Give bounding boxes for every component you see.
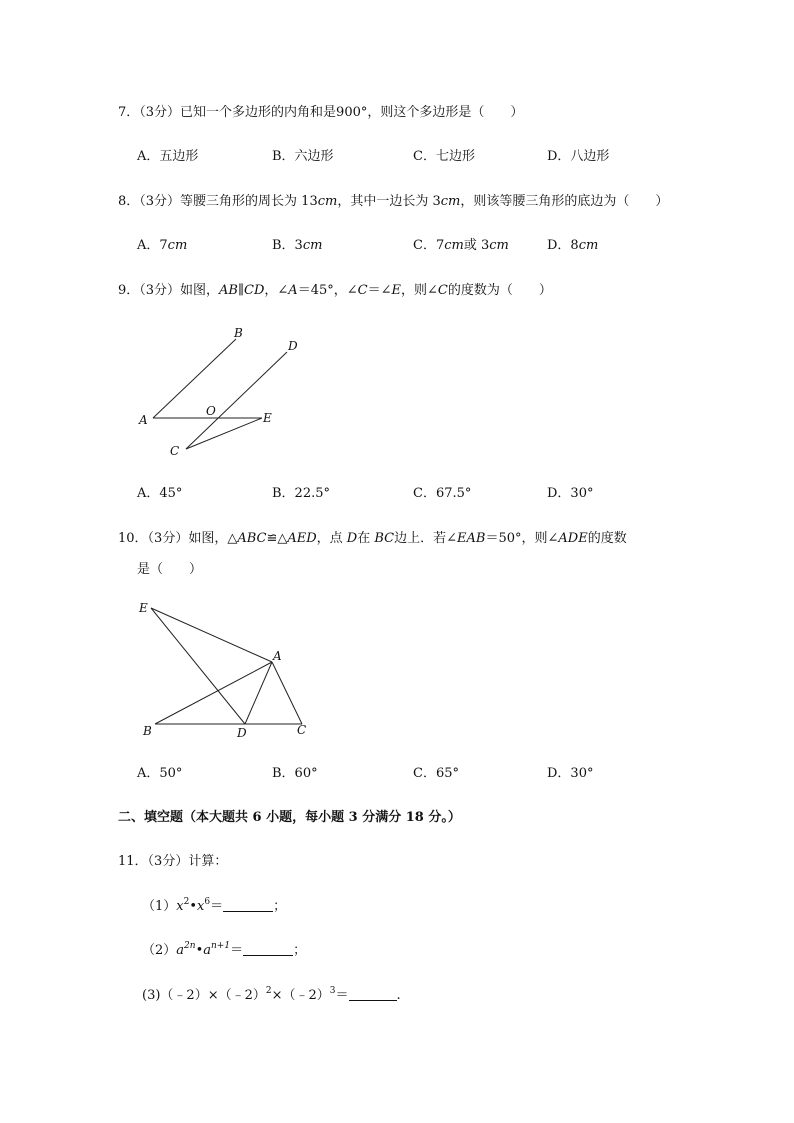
q11-exponent: 2 bbox=[183, 897, 190, 907]
q8-option-a bbox=[137, 237, 187, 255]
q7-option-a: A．五边形 bbox=[137, 149, 199, 164]
q11-equals: ＝ bbox=[230, 943, 244, 958]
label-D: D bbox=[237, 726, 247, 740]
q9-stem-part: ，则∠ bbox=[400, 283, 438, 298]
q8-option-c-rest: 或 3 bbox=[463, 238, 490, 253]
q11-part1-label: （1） bbox=[142, 899, 177, 914]
q11-part2 bbox=[142, 942, 306, 960]
q8-option-d-unit: cm bbox=[578, 238, 599, 253]
q9-var: C bbox=[437, 283, 448, 298]
segment-ba bbox=[155, 662, 272, 724]
q9-stem-part: ＝∠ bbox=[367, 283, 392, 298]
q8-stem bbox=[118, 193, 668, 211]
q10-var: D bbox=[346, 531, 358, 546]
segment-da bbox=[245, 662, 272, 724]
label-A: A bbox=[139, 413, 148, 427]
q11-exponent: 2 bbox=[265, 986, 272, 996]
q11-exponent: n+1 bbox=[211, 941, 231, 951]
label-C: C bbox=[170, 444, 180, 458]
q11-dot: • bbox=[189, 899, 198, 914]
q9-var: CD bbox=[244, 283, 265, 298]
answer-blank[interactable] bbox=[243, 942, 293, 956]
q7-option-c: C．七边形 bbox=[413, 149, 475, 164]
q10-stem-line2: 是（ ） bbox=[137, 562, 203, 577]
answer-blank[interactable] bbox=[349, 987, 397, 1001]
q8-stem-part1: 8．（3分）等腰三角形的周长为 13 bbox=[118, 194, 318, 209]
q10-stem-part: 在 bbox=[357, 531, 375, 546]
q10-var: ABC bbox=[237, 531, 267, 546]
q9-stem-part: 的度数为（ ） bbox=[447, 283, 552, 298]
q8-unit: cm bbox=[317, 194, 338, 209]
q10-congruent-symbol: ≌△ bbox=[266, 531, 288, 546]
q9-stem-part: ＝45°，∠ bbox=[297, 283, 358, 298]
q8-stem-part2: ，其中一边长为 3 bbox=[337, 194, 441, 209]
label-E: E bbox=[263, 411, 272, 425]
q8-option-c-unit2: cm bbox=[489, 238, 509, 253]
q11-equals: ＝ bbox=[335, 988, 349, 1003]
q9-option-b: B．22.5° bbox=[272, 486, 330, 501]
segment-cd bbox=[186, 352, 287, 449]
q8-option-c bbox=[413, 237, 509, 255]
q11-part1 bbox=[142, 898, 286, 916]
q7-option-b: B．六边形 bbox=[272, 149, 334, 164]
q11-end: ； bbox=[293, 943, 307, 958]
q11-expression: （﹣2）×（﹣2） bbox=[160, 988, 266, 1003]
label-E: E bbox=[139, 601, 148, 615]
q11-var: x bbox=[197, 899, 205, 914]
q7-option-d: D．八边形 bbox=[547, 149, 610, 164]
q10-stem-part: ，点 bbox=[316, 531, 347, 546]
q8-option-a-label: A．7 bbox=[137, 238, 168, 253]
q8-option-d bbox=[547, 237, 598, 255]
q10-stem-part: 的度数 bbox=[587, 531, 627, 546]
q10-stem-part: 10．（3分）如图，△ bbox=[118, 531, 238, 546]
q11-end: . bbox=[396, 988, 401, 1003]
segment-ac bbox=[272, 662, 302, 724]
q11-part2-label: （2） bbox=[142, 943, 177, 958]
q10-stem bbox=[118, 530, 627, 548]
section2-title: 二、填空题（本大题共 6 小题，每小题 3 分满分 18 分。） bbox=[118, 810, 461, 825]
q8-option-d-label: D．8 bbox=[547, 238, 579, 253]
q11-exponent: 3 bbox=[329, 986, 336, 996]
q11-exponent: 2n bbox=[184, 941, 196, 951]
q9-var: AB bbox=[219, 283, 238, 298]
q9-option-d: D．30° bbox=[547, 486, 594, 501]
q11-dot: • bbox=[195, 943, 204, 958]
answer-blank[interactable] bbox=[223, 898, 273, 912]
segment-ed bbox=[151, 608, 245, 724]
segment-ea bbox=[151, 608, 272, 662]
q11-var: a bbox=[203, 943, 212, 958]
q8-option-b-label: B．3 bbox=[272, 238, 303, 253]
q8-unit: cm bbox=[440, 194, 461, 209]
q9-var: E bbox=[391, 283, 401, 298]
q10-stem-part: 边上．若∠ bbox=[394, 531, 458, 546]
q10-var: BC bbox=[374, 531, 395, 546]
q11-exponent: 6 bbox=[204, 897, 211, 907]
q10-option-c: C．65° bbox=[413, 766, 459, 781]
q8-option-b-unit: cm bbox=[302, 238, 323, 253]
q11-var: a bbox=[176, 943, 185, 958]
label-A: A bbox=[273, 649, 282, 663]
q9-stem bbox=[118, 282, 552, 300]
q8-stem-part3: ，则该等腰三角形的底边为（ ） bbox=[460, 194, 669, 209]
label-O: O bbox=[206, 404, 216, 418]
label-D: D bbox=[288, 339, 298, 353]
q9-stem-part: ，∠ bbox=[264, 283, 289, 298]
q8-option-c-label: C．7 bbox=[413, 238, 445, 253]
q8-option-b bbox=[272, 237, 322, 255]
q11-stem: 11．（3分）计算： bbox=[118, 854, 228, 869]
q11-end: ； bbox=[273, 899, 287, 914]
segment-ab bbox=[153, 339, 236, 418]
q10-var: AED bbox=[287, 531, 317, 546]
q7-stem: 7．（3分）已知一个多边形的内角和是900°，则这个多边形是（ ） bbox=[118, 105, 524, 120]
q9-parallel-symbol: ∥ bbox=[238, 283, 245, 298]
q10-stem-part: ＝50°，则∠ bbox=[485, 531, 559, 546]
q11-var: x bbox=[176, 899, 184, 914]
label-B: B bbox=[143, 724, 152, 738]
q11-part3 bbox=[142, 987, 401, 1005]
q10-var: EAB bbox=[457, 531, 486, 546]
q10-var: ADE bbox=[558, 531, 588, 546]
q10-option-b: B．60° bbox=[272, 766, 318, 781]
label-C: C bbox=[297, 723, 307, 737]
q10-option-d: D．30° bbox=[547, 766, 594, 781]
segment-ce bbox=[186, 418, 262, 449]
label-B: B bbox=[234, 326, 243, 340]
q8-option-c-unit: cm bbox=[444, 238, 464, 253]
q11-equals: ＝ bbox=[210, 899, 224, 914]
q8-option-a-unit: cm bbox=[167, 238, 188, 253]
q11-part3-label: (3) bbox=[142, 988, 161, 1003]
q10-option-a: A．50° bbox=[137, 766, 183, 781]
q9-stem-part: 9．（3分）如图， bbox=[118, 283, 220, 298]
q9-option-c: C．67.5° bbox=[413, 486, 472, 501]
q9-var: C bbox=[357, 283, 368, 298]
q9-option-a: A．45° bbox=[137, 486, 183, 501]
q11-expression: ×（﹣2） bbox=[271, 988, 330, 1003]
q9-var: A bbox=[288, 283, 298, 298]
